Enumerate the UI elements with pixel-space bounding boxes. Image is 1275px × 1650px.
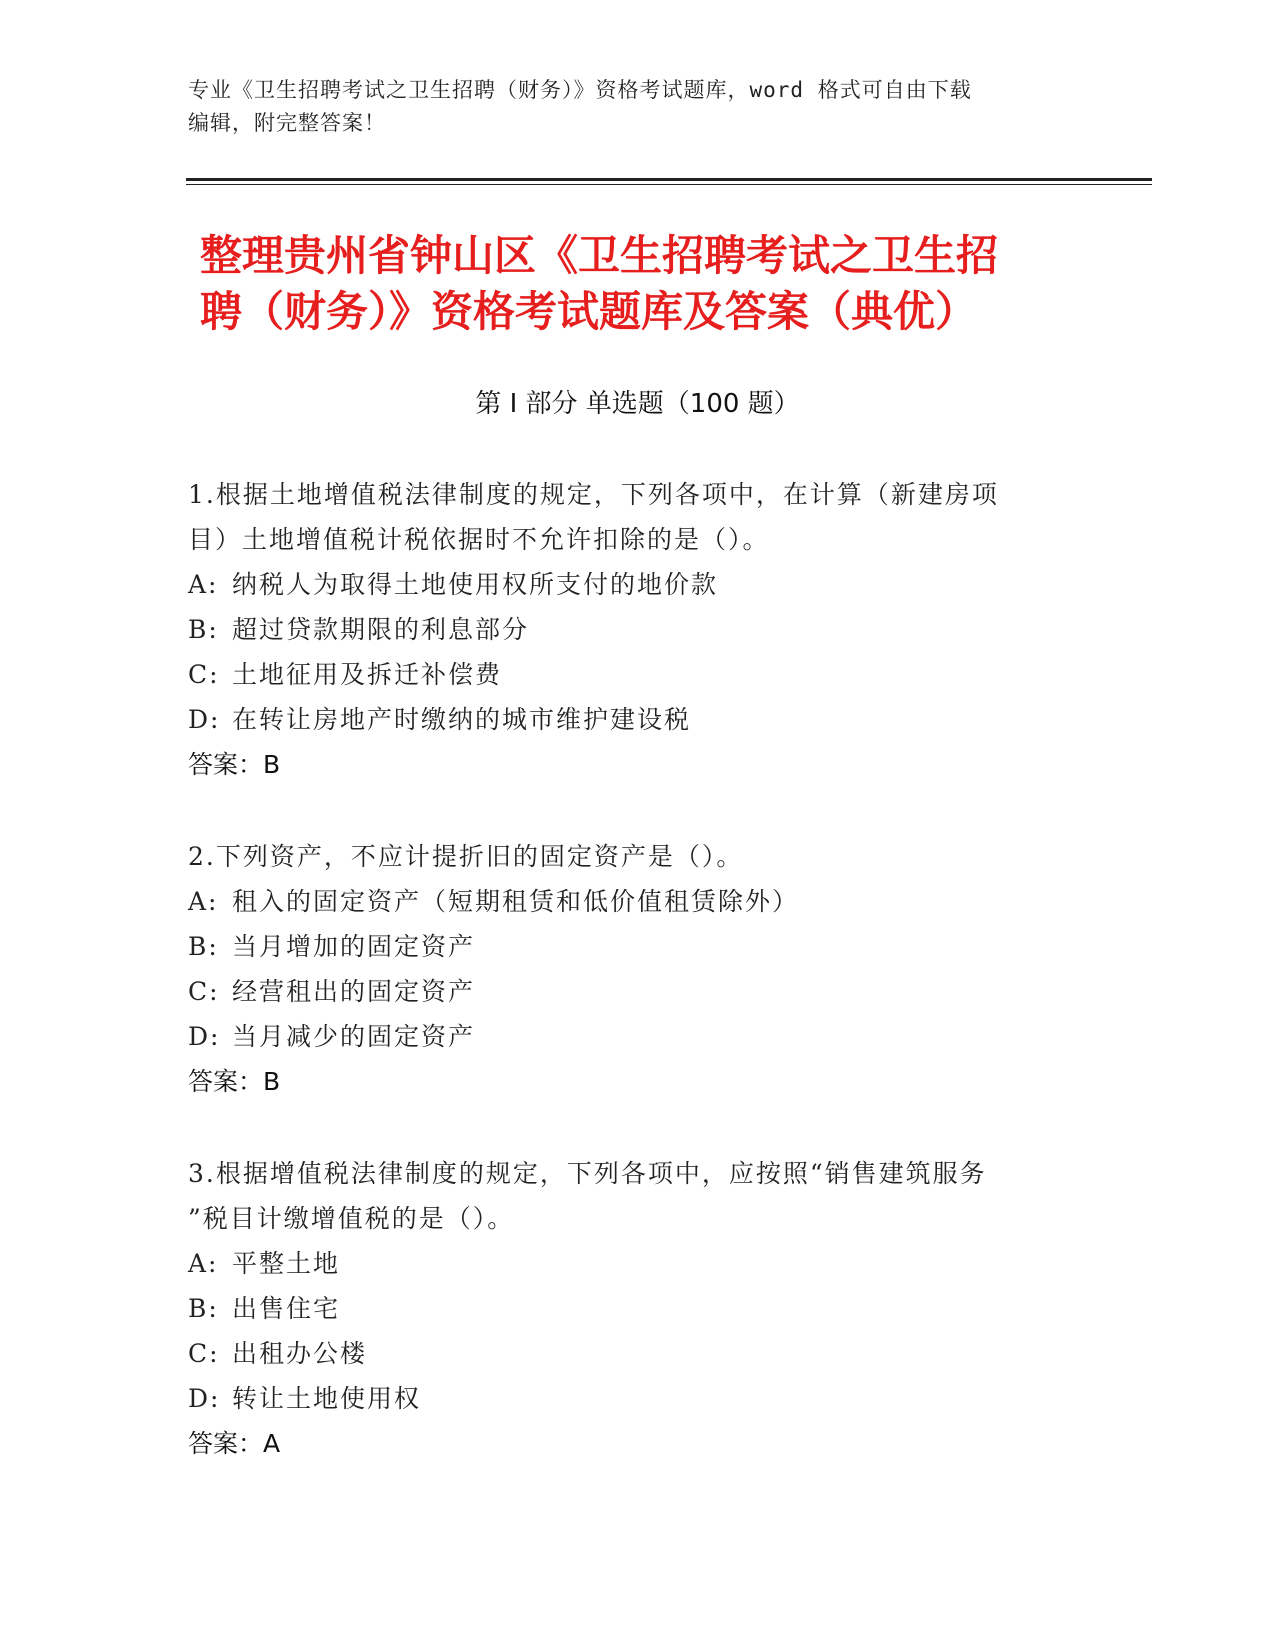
option-letter: D: xyxy=(188,1022,221,1051)
option-letter: D: xyxy=(188,705,221,734)
option-text: 平整土地 xyxy=(232,1249,341,1278)
option-letter: B: xyxy=(188,1294,219,1323)
answer: 答案：A xyxy=(188,1429,281,1458)
answer: 答案：B xyxy=(188,1067,281,1096)
option-text: 出售住宅 xyxy=(232,1294,341,1323)
option-text: 经营租出的固定资产 xyxy=(232,977,476,1006)
option-c xyxy=(188,969,1068,1014)
answer: 答案：B xyxy=(188,750,281,779)
question-stem-line-1: 1.根据土地增值税法律制度的规定，下列各项中，在计算（新建房项 xyxy=(188,480,999,509)
option-letter: C: xyxy=(188,1339,220,1368)
option-d xyxy=(188,1376,1068,1421)
document-title xyxy=(200,228,1080,340)
header-divider-thin xyxy=(186,184,1152,185)
header-note-line-1: 专业《卫生招聘考试之卫生招聘（财务）》资格考试题库，word 格式可自由下载 xyxy=(188,78,972,102)
header-note-line-2: 编辑，附完整答案！ xyxy=(188,111,386,135)
option-text: 超过贷款期限的利息部分 xyxy=(232,615,530,644)
option-text: 转让土地使用权 xyxy=(232,1384,422,1413)
question-stem-line-1: 3.根据增值税法律制度的规定，下列各项中，应按照“销售建筑服务 xyxy=(188,1159,987,1188)
option-letter: D: xyxy=(188,1384,221,1413)
section-title: 第 I 部分 单选题（100 题） xyxy=(475,389,800,419)
option-b xyxy=(188,1286,1068,1331)
document-title-line-1: 整理贵州省钟山区《卫生招聘考试之卫生招 xyxy=(200,231,999,280)
option-letter: B: xyxy=(188,615,219,644)
option-letter: C: xyxy=(188,660,220,689)
option-letter: B: xyxy=(188,932,219,961)
option-text: 出租办公楼 xyxy=(232,1339,368,1368)
option-text: 土地征用及拆迁补偿费 xyxy=(232,660,503,689)
header-note xyxy=(188,74,1068,140)
option-text: 在转让房地产时缴纳的城市维护建设税 xyxy=(232,705,692,734)
option-d xyxy=(188,697,1068,742)
option-letter: C: xyxy=(188,977,220,1006)
option-a xyxy=(188,879,1068,924)
question-stem-line-2: ”税目计缴增值税的是（）。 xyxy=(188,1204,515,1233)
option-text: 纳税人为取得土地使用权所支付的地价款 xyxy=(232,570,719,599)
option-text: 当月减少的固定资产 xyxy=(232,1022,476,1051)
option-c xyxy=(188,1331,1068,1376)
option-d xyxy=(188,1014,1068,1059)
option-letter: A: xyxy=(188,887,219,916)
option-b xyxy=(188,924,1068,969)
question-stem-line-2: 目）土地增值税计税依据时不允许扣除的是（）。 xyxy=(188,525,770,554)
question-1 xyxy=(188,472,1068,788)
option-letter: A: xyxy=(188,1249,219,1278)
option-text: 租入的固定资产（短期租赁和低价值租赁除外） xyxy=(232,887,800,916)
option-letter: A: xyxy=(188,570,219,599)
header-divider-thick xyxy=(186,178,1152,181)
question-list xyxy=(188,472,1068,1513)
question-3 xyxy=(188,1151,1068,1467)
option-a xyxy=(188,562,1068,607)
option-text: 当月增加的固定资产 xyxy=(232,932,476,961)
document-title-line-2: 聘（财务）》资格考试题库及答案（典优） xyxy=(200,287,978,336)
option-a xyxy=(188,1241,1068,1286)
question-2 xyxy=(188,834,1068,1105)
option-b xyxy=(188,607,1068,652)
option-c xyxy=(188,652,1068,697)
question-stem-line-1: 2.下列资产，不应计提折旧的固定资产是（）。 xyxy=(188,842,744,871)
